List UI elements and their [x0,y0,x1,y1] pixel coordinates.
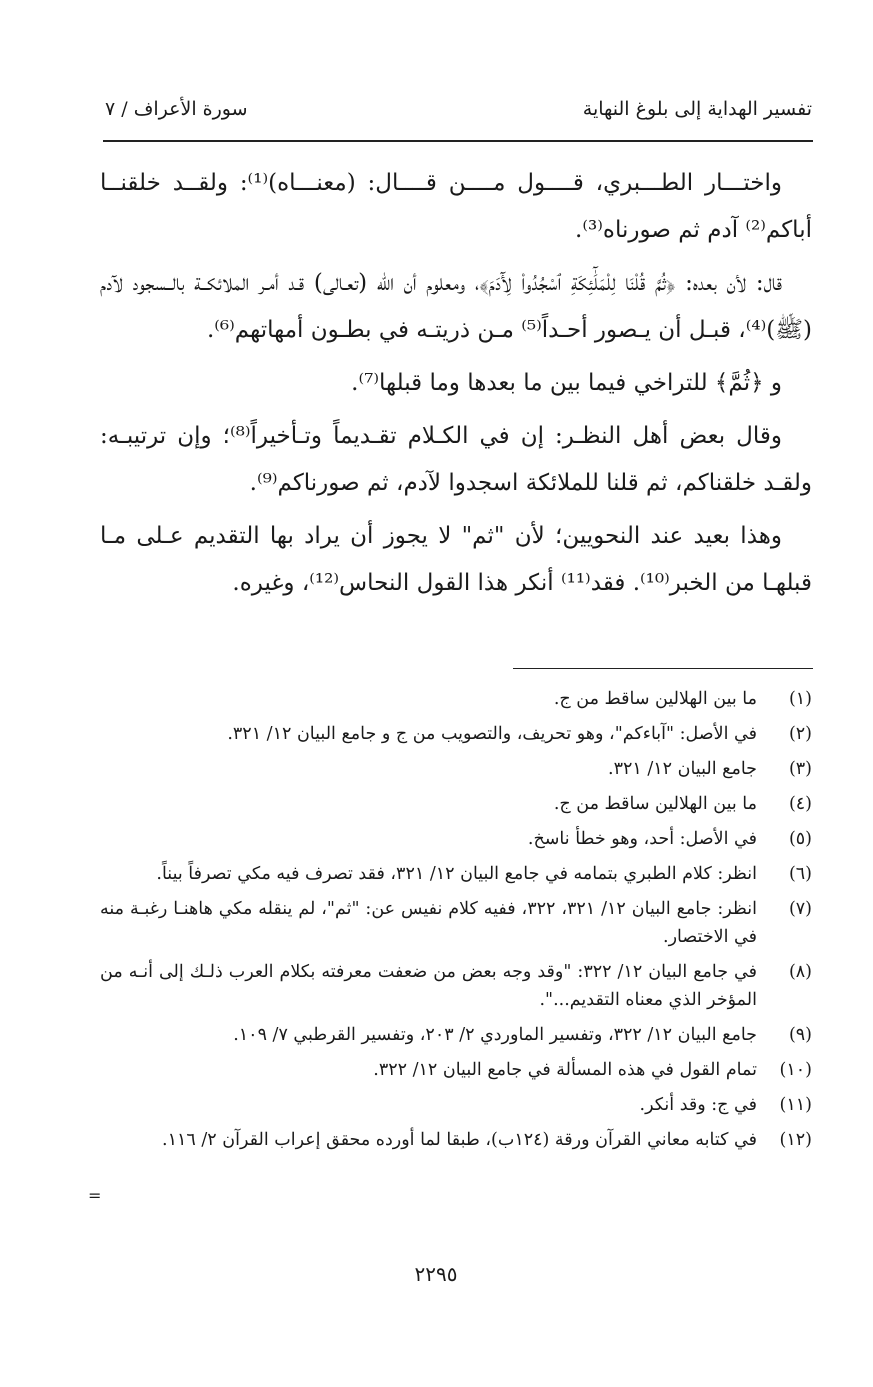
footnote-number: (٦) [788,864,812,884]
footnote-number: (٩) [788,1025,812,1045]
footnotes [100,685,812,1161]
header-divider [103,140,813,142]
footnote [100,895,812,951]
continuation-marker: = [88,1186,102,1205]
paragraph: وهذا بعيد عند النحويين؛ لأن "ثم" لا يجوز أن يراد بها التقديم عـلى مـا قبلهـا من الخبر⁽¹⁰⁾. فقد⁽¹¹⁾ أنكر هذا القول النحاس⁽¹²⁾، وغيره. [100,523,812,596]
footnote-number: (١) [788,689,812,709]
footnote-number: (١١) [779,1095,812,1115]
paragraph: قال: لأن بعده: ﴿ثُمَّ قُلْنَا لِلْمَلَٰٓئِكَةِ ٱسْجُدُواْ لِأٓدَمَ﴾، ومعلوم أن الله (تعـالى) قـد أمـر الملائكــة بالــسجود لآدم (ﷺ)⁽⁴⁾، قبـل أن يـصور أحـداً⁽⁵⁾ مـن ذريتـه في بطـون أمهاتهم⁽⁶⁾. [100,270,812,343]
footnote [100,790,812,818]
footnote [100,860,812,888]
footnote [100,1056,812,1084]
main-text [100,160,812,613]
footnote-number: (١٢) [779,1130,812,1150]
footnote-number: (٨) [788,962,812,982]
footnote-text: انظر: كلام الطبري بتمامه في جامع البيان ١٢/ ٣٢١، فقد تصرف فيه مكي تصرفاً بيناً. [156,864,757,884]
footnote-text: انظر: جامع البيان ١٢/ ٣٢١، ٣٢٢، ففيه كلام نفيس عن: "ثم"، لم ينقله مكي هاهنـا رغبـة منه في الاختصار. [100,899,758,947]
surah-page-label: سورة الأعراف / ٧ [105,98,248,120]
footnote [100,1021,812,1049]
footnote-text: في الأصل: "آباءكم"، وهو تحريف، والتصويب من ج و جامع البيان ١٢/ ٣٢١. [227,724,757,744]
footnote-text: جامع البيان ١٢/ ٣٢٢، وتفسير الماوردي ٢/ ٢٠٣، وتفسير القرطبي ٧/ ١٠٩. [233,1025,757,1045]
footnote-text: في ج: وقد أنكر. [639,1095,757,1115]
footnote [100,1091,812,1119]
footnote-text: جامع البيان ١٢/ ٣٢١. [608,759,757,779]
footnote-text: في الأصل: أحد، وهو خطأ ناسخ. [527,829,757,849]
paragraph: و ﴿ثُمَّ﴾ للتراخي فيما بين ما بعدها وما قبلها⁽⁷⁾. [351,370,782,396]
footnote [100,685,812,713]
footnote-text: تمام القول في هذه المسألة في جامع البيان ١٢/ ٣٢٢. [373,1060,757,1080]
footnote [100,720,812,748]
paragraph: واختـــار الطـــبري، قــــول مــــن قــــال: (معنـــاه)⁽¹⁾: ولقــد خلقنــا أباكم⁽²⁾ آدم ثم صورناه⁽³⁾. [100,170,812,243]
page-number: ٢٢٩٥ [414,1262,458,1286]
footnote-text: في جامع البيان ١٢/ ٣٢٢: "وقد وجه بعض من ضعفت معرفته بكلام العرب ذلـك إلى أنـه من المؤخر الذي معناه التقديم...". [100,962,757,1010]
footnote-number: (٤) [788,794,812,814]
footnote [100,825,812,853]
footnote-text: في كتابه معاني القرآن ورقة (١٢٤ب)، طبقا لما أورده محقق إعراب القرآن ٢/ ١١٦. [162,1130,757,1150]
footnote-number: (١٠) [779,1060,812,1080]
footnote [100,958,812,1014]
footnote-number: (٣) [788,759,812,779]
paragraph: وقال بعض أهل النظـر: إن في الكـلام تقـديماً وتـأخيراً⁽⁸⁾؛ وإن ترتيبـه: ولقـد خلقناكم، ثم قلنا للملائكة اسجدوا لآدم، ثم صورناكم⁽⁹⁾. [100,423,812,496]
footnote [100,755,812,783]
running-header [105,90,812,130]
footnote-text: ما بين الهلالين ساقط من ج. [553,689,757,709]
footnote [100,1126,812,1154]
footnote-number: (٢) [788,724,812,744]
footnote-divider [513,668,813,669]
footnote-text: ما بين الهلالين ساقط من ج. [553,794,757,814]
footnote-number: (٧) [788,899,812,919]
book-title: تفسير الهداية إلى بلوغ النهاية [582,98,812,120]
footnote-number: (٥) [788,829,812,849]
